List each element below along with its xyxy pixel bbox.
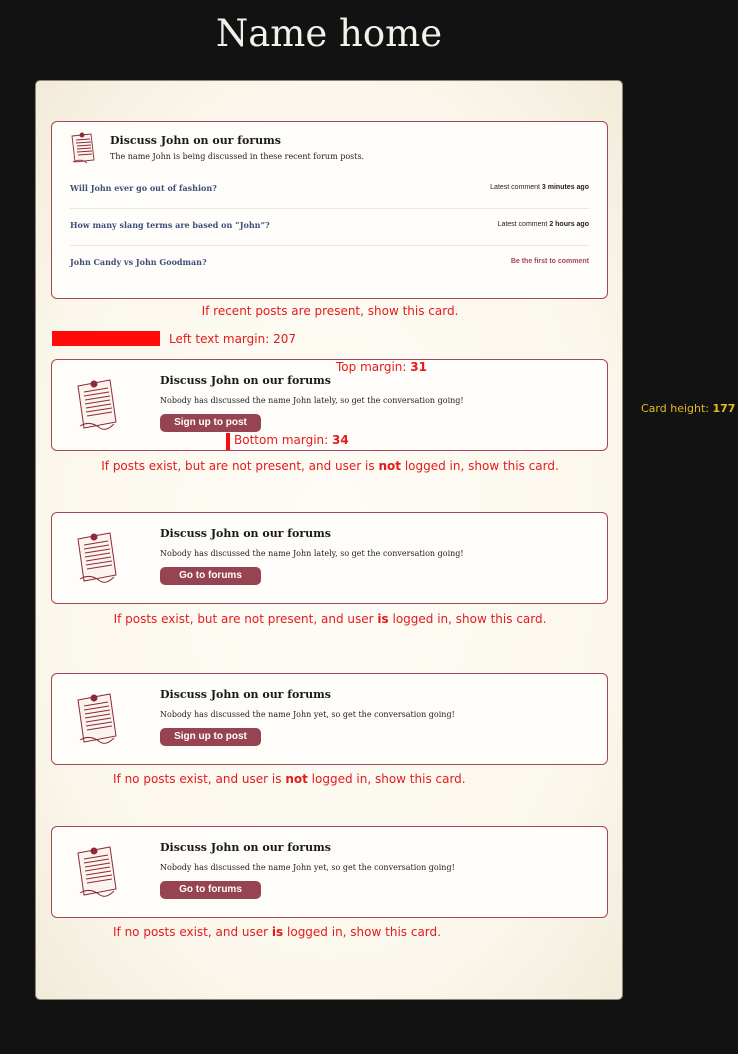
forum-card-signup-no-posts bbox=[51, 673, 608, 765]
left-margin-marker bbox=[52, 331, 160, 346]
card-heading: Discuss John on our forums bbox=[160, 841, 332, 854]
card-body: Nobody has discussed the name John yet, so get the conversation going! bbox=[160, 863, 455, 872]
forum-note-icon bbox=[74, 376, 122, 432]
forum-note-icon bbox=[74, 529, 122, 585]
card-heading: Discuss John on our forums bbox=[160, 374, 332, 387]
annotation-left-margin: Left text margin: 207 bbox=[169, 332, 296, 346]
bottom-margin-marker bbox=[226, 433, 230, 450]
post-title-link[interactable]: How many slang terms are based on “John”? bbox=[70, 220, 270, 230]
post-row[interactable] bbox=[70, 172, 589, 209]
annotation-recent-posts: If recent posts are present, show this card. bbox=[201, 304, 459, 318]
post-latest-comment: Latest comment 2 hours ago bbox=[497, 221, 589, 228]
annotation-card5: If no posts exist, and user is logged in, show this card. bbox=[113, 925, 441, 939]
go-to-forums-button[interactable]: Go to forums bbox=[160, 567, 261, 585]
card-body: Nobody has discussed the name John lately, so get the conversation going! bbox=[160, 549, 464, 558]
post-row[interactable] bbox=[70, 246, 589, 283]
card-height-note: Card height: 177 bbox=[641, 402, 736, 415]
forum-note-icon bbox=[69, 131, 97, 165]
post-row[interactable] bbox=[70, 209, 589, 246]
card-heading: Discuss John on our forums bbox=[110, 134, 282, 147]
card-heading: Discuss John on our forums bbox=[160, 527, 332, 540]
forum-note-icon bbox=[74, 843, 122, 899]
forum-card-go-to-forums bbox=[51, 512, 608, 604]
card-body: Nobody has discussed the name John lately, so get the conversation going! bbox=[160, 396, 464, 405]
annotation-top-margin: Top margin: 31 bbox=[336, 360, 427, 374]
forum-card-go-to-forums-no-posts bbox=[51, 826, 608, 918]
card-body: Nobody has discussed the name John yet, so get the conversation going! bbox=[160, 710, 455, 719]
post-latest-comment: Latest comment 3 minutes ago bbox=[490, 184, 589, 191]
design-canvas bbox=[35, 80, 623, 1000]
annotation-bottom-margin: Bottom margin: 34 bbox=[234, 433, 349, 447]
post-title-link[interactable]: Will John ever go out of fashion? bbox=[70, 183, 217, 193]
post-title-link[interactable]: John Candy vs John Goodman? bbox=[70, 257, 207, 267]
forum-card-recent-posts bbox=[51, 121, 608, 299]
sign-up-button[interactable]: Sign up to post bbox=[160, 728, 261, 746]
card-subheading: The name John is being discussed in these recent forum posts. bbox=[110, 152, 365, 161]
annotation-card3: If posts exist, but are not present, and user is logged in, show this card. bbox=[113, 612, 547, 626]
first-comment-link[interactable]: Be the first to comment bbox=[510, 258, 589, 265]
forum-note-icon bbox=[74, 690, 122, 746]
card-heading: Discuss John on our forums bbox=[160, 688, 332, 701]
annotation-card4: If no posts exist, and user is not logged in, show this card. bbox=[113, 772, 466, 786]
page-title: Name home bbox=[215, 12, 443, 55]
go-to-forums-button[interactable]: Go to forums bbox=[160, 881, 261, 899]
annotation-card2: If posts exist, but are not present, and user is not logged in, show this card. bbox=[101, 459, 559, 473]
sign-up-button[interactable]: Sign up to post bbox=[160, 414, 261, 432]
